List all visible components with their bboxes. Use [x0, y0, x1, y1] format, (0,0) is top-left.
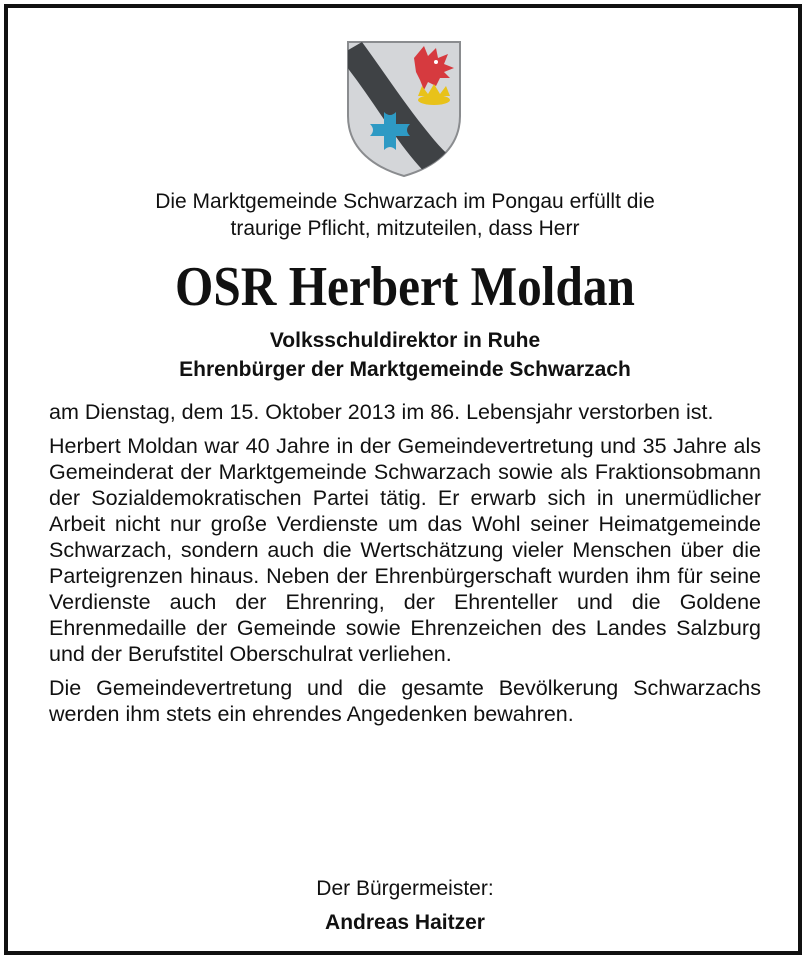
signature-block	[40, 872, 770, 940]
body-paragraph-3: Die Gemeindevertretung und die gesamte Bevölkerung Schwarzachs werden ihm stets ein ehrendes Angedenken bewahren.	[49, 676, 761, 726]
crown-icon	[418, 84, 450, 105]
signer-name: Andreas Haitzer	[325, 911, 485, 934]
deceased-name: OSR Herbert Moldan	[175, 256, 635, 318]
signer-role: Der Bürgermeister:	[316, 877, 494, 900]
deceased-titles	[40, 326, 770, 384]
title-line-2: Ehrenbürger der Marktgemeinde Schwarzach	[179, 358, 631, 381]
title-line-1: Volksschuldirektor in Ruhe	[269, 329, 541, 352]
intro-line-1: Die Marktgemeinde Schwarzach im Pongau erfüllt die	[155, 190, 655, 213]
intro-text	[40, 188, 770, 242]
intro-line-2: traurige Pflicht, mitzuteilen, dass Herr	[230, 217, 580, 240]
body-paragraph-2: Herbert Moldan war 40 Jahre in der Gemeindevertretung und 35 Jahre als Gemeinderat der Marktgemeinde Schwarzach sowie als Fraktionsobmann der Sozialdemokratischen Partei tätig. Er erwarb sich in unermüdlicher Arbeit nicht nur große Verdienste um das Wohl seiner Heimatgemeinde Schwarzach, sondern auch die Wertschätzung vieler Menschen über die Parteigrenzen hinaus. Neben der Ehrenbürgerschaft wurden ihm für seine Verdienste auch der Ehrenring, der Ehrenteller und die Goldene Ehrenmedaille der Gemeinde sowie Ehrenzeichen des Landes Salzburg und der Berufstitel Oberschulrat verliehen.	[49, 434, 761, 666]
notice-body	[49, 399, 761, 735]
body-paragraph-1: am Dienstag, dem 15. Oktober 2013 im 86. Lebensjahr verstorben ist.	[49, 400, 714, 424]
coat-of-arms-icon	[344, 38, 464, 178]
